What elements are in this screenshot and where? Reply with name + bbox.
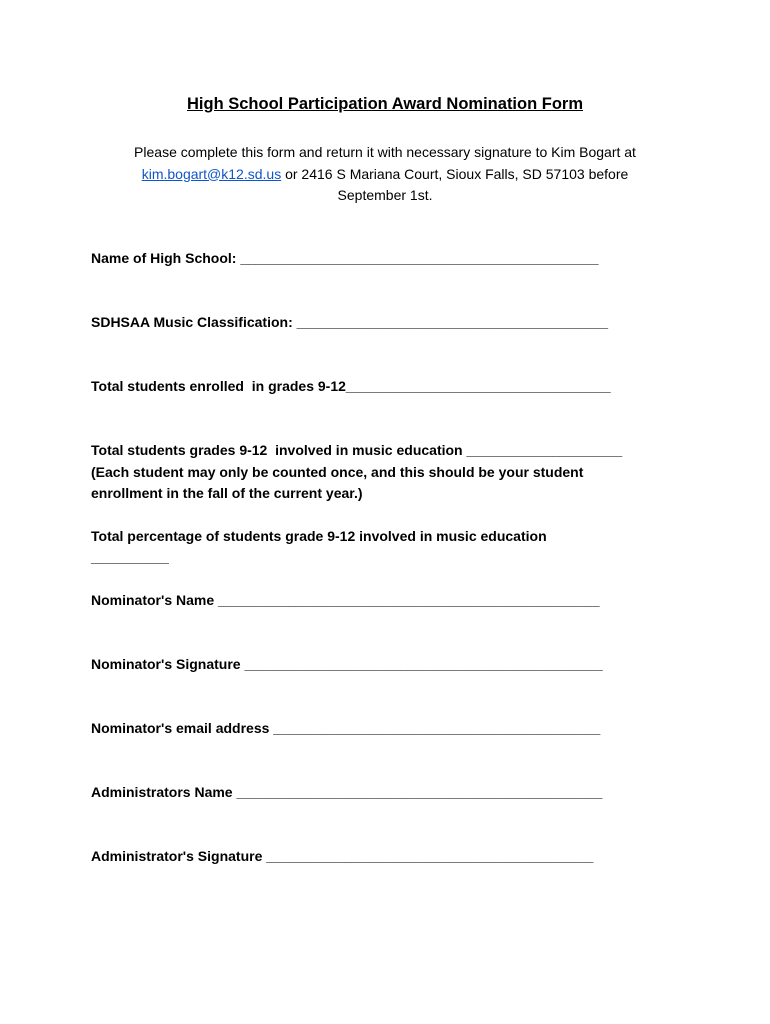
total-involved-field[interactable]: Total students grades 9-12 involved in music education ____________________: [91, 442, 623, 458]
instructions-line-2: [100, 164, 670, 186]
administrator-name-field[interactable]: Administrators Name _______________________________________________: [91, 784, 603, 800]
instructions: [100, 142, 670, 207]
nominator-name-field[interactable]: Nominator's Name _________________________________________________: [91, 592, 600, 608]
mailing-address-text: or 2416 S Mariana Court, Sioux Falls, SD 57103 before: [281, 165, 629, 182]
percentage-involved-label: Total percentage of students grade 9-12 involved in music education: [91, 528, 547, 544]
percentage-involved-blank[interactable]: __________: [91, 549, 169, 565]
music-classification-field[interactable]: SDHSAA Music Classification: ________________________________________: [91, 314, 609, 330]
nominator-email-field[interactable]: Nominator's email address __________________________________________: [91, 720, 601, 736]
contact-email-link[interactable]: kim.bogart@k12.sd.us: [141, 165, 282, 182]
total-involved-note-line-2: enrollment in the fall of the current year.): [91, 485, 363, 501]
total-enrolled-field[interactable]: Total students enrolled in grades 9-12__________________________________: [91, 378, 611, 394]
administrator-signature-field[interactable]: Administrator's Signature __________________________________________: [91, 848, 594, 864]
instructions-line-1: Please complete this form and return it with necessary signature to Kim Bogart at: [134, 144, 636, 160]
high-school-name-field[interactable]: Name of High School: ______________________________________________: [91, 250, 599, 266]
nominator-signature-field[interactable]: Nominator's Signature ______________________________________________: [91, 656, 603, 672]
page-title: High School Participation Award Nomination Form: [186, 95, 584, 113]
instructions-line-3: September 1st.: [337, 187, 433, 203]
total-involved-note-line-1: (Each student may only be counted once, and this should be your student: [91, 464, 584, 480]
